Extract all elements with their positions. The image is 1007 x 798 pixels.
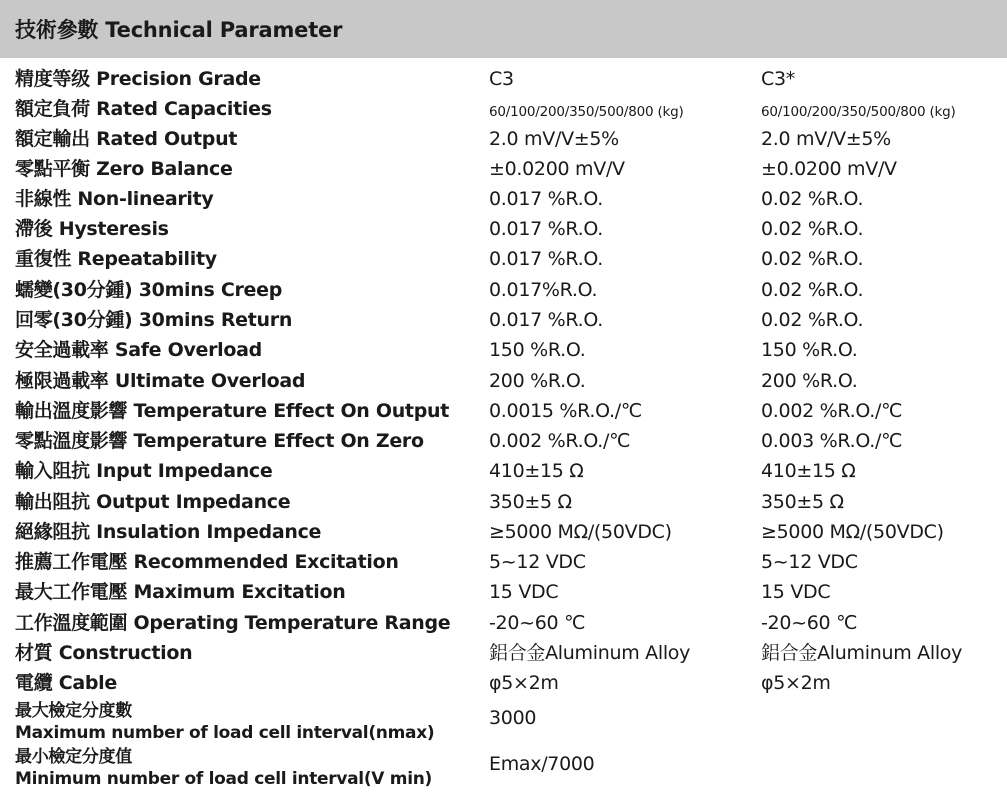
c3-value: 60/100/200/350/500/800 (kg) [489, 104, 684, 120]
c3-value: 15 VDC [489, 581, 559, 603]
c3-value: C3 [489, 68, 514, 90]
param-label: 輸入阻抗 Input Impedance [15, 460, 273, 482]
param-label-cn: 最大檢定分度數 [15, 701, 132, 721]
param-label: 滯後 Hysteresis [15, 218, 169, 240]
c3-star-value: 150 %R.O. [761, 339, 858, 361]
param-label: 輸出溫度影響 Temperature Effect On Output [15, 400, 450, 422]
c3-star-value: 2.0 mV/V±5% [761, 128, 891, 150]
c3-star-value: 0.02 %R.O. [761, 248, 864, 270]
param-label: 絕緣阻抗 Insulation Impedance [15, 521, 322, 543]
param-label: 回零(30分鍾) 30mins Return [15, 309, 293, 331]
param-label: 非線性 Non-linearity [15, 188, 214, 210]
c3-value: Emax/7000 [489, 753, 595, 775]
param-label: 極限過載率 Ultimate Overload [15, 370, 306, 392]
c3-star-value: 0.02 %R.O. [761, 279, 864, 301]
param-label: 材質 Construction [15, 642, 193, 664]
param-label: 蠕變(30分鍾) 30mins Creep [15, 279, 283, 301]
c3-star-value: 0.02 %R.O. [761, 188, 864, 210]
param-label: 重復性 Repeatability [15, 248, 217, 270]
param-label: 零點平衡 Zero Balance [15, 158, 233, 180]
c3-value: 2.0 mV/V±5% [489, 128, 619, 150]
c3-value: ±0.0200 mV/V [489, 158, 625, 180]
page-title: 技術參數 Technical Parameter [15, 18, 343, 42]
param-label: 電纜 Cable [15, 672, 117, 694]
param-label: 工作溫度範圍 Operating Temperature Range [15, 612, 451, 634]
param-label-cn: 最小檢定分度值 [15, 747, 132, 767]
c3-value: 0.017 %R.O. [489, 218, 603, 240]
c3-star-value: 0.002 %R.O./℃ [761, 400, 903, 422]
param-label [15, 700, 434, 744]
c3-value: 0.002 %R.O./℃ [489, 430, 631, 452]
param-label-en: Maximum number of load cell interval(nmax) [15, 723, 435, 743]
c3-value: 鋁合金Aluminum Alloy [489, 642, 691, 664]
c3-value: 5~12 VDC [489, 551, 586, 573]
c3-value: ≥5000 MΩ/(50VDC) [489, 521, 672, 543]
c3-star-value: ≥5000 MΩ/(50VDC) [761, 521, 944, 543]
c3-star-value: 0.02 %R.O. [761, 218, 864, 240]
c3-star-value: 0.003 %R.O./℃ [761, 430, 903, 452]
param-label: 精度等级 Precision Grade [15, 68, 261, 90]
c3-value: 410±15 Ω [489, 460, 584, 482]
param-label: 零點溫度影響 Temperature Effect On Zero [15, 430, 424, 452]
c3-value: 200 %R.O. [489, 370, 586, 392]
c3-star-value: 350±5 Ω [761, 491, 844, 513]
c3-star-value: 5~12 VDC [761, 551, 858, 573]
c3-value: 350±5 Ω [489, 491, 572, 513]
c3-value: -20~60 ℃ [489, 612, 586, 634]
param-label: 額定負荷 Rated Capacities [15, 98, 272, 120]
param-label [15, 746, 432, 790]
c3-star-value: ±0.0200 mV/V [761, 158, 897, 180]
c3-value: 0.017%R.O. [489, 279, 598, 301]
c3-value: 0.017 %R.O. [489, 248, 603, 270]
c3-value: φ5×2m [489, 672, 559, 694]
c3-star-value: φ5×2m [761, 672, 831, 694]
param-label: 額定輸出 Rated Output [15, 128, 238, 150]
c3-value: 0.017 %R.O. [489, 309, 603, 331]
c3-value: 3000 [489, 707, 537, 729]
param-label: 最大工作電壓 Maximum Excitation [15, 581, 346, 603]
param-label-en: Minimum number of load cell interval(V min) [15, 769, 432, 789]
c3-star-value: 200 %R.O. [761, 370, 858, 392]
param-label: 輸出阻抗 Output Impedance [15, 491, 291, 513]
param-label: 推薦工作電壓 Recommended Excitation [15, 551, 399, 573]
c3-value: 0.017 %R.O. [489, 188, 603, 210]
c3-star-value: 60/100/200/350/500/800 (kg) [761, 104, 956, 120]
c3-star-value: 410±15 Ω [761, 460, 856, 482]
param-label: 安全過載率 Safe Overload [15, 339, 262, 361]
c3-star-value: 0.02 %R.O. [761, 309, 864, 331]
c3-star-value: -20~60 ℃ [761, 612, 858, 634]
c3-star-value: C3* [761, 68, 795, 90]
c3-star-value: 鋁合金Aluminum Alloy [761, 642, 963, 664]
c3-value: 0.0015 %R.O./℃ [489, 400, 642, 422]
c3-star-value: 15 VDC [761, 581, 831, 603]
c3-value: 150 %R.O. [489, 339, 586, 361]
